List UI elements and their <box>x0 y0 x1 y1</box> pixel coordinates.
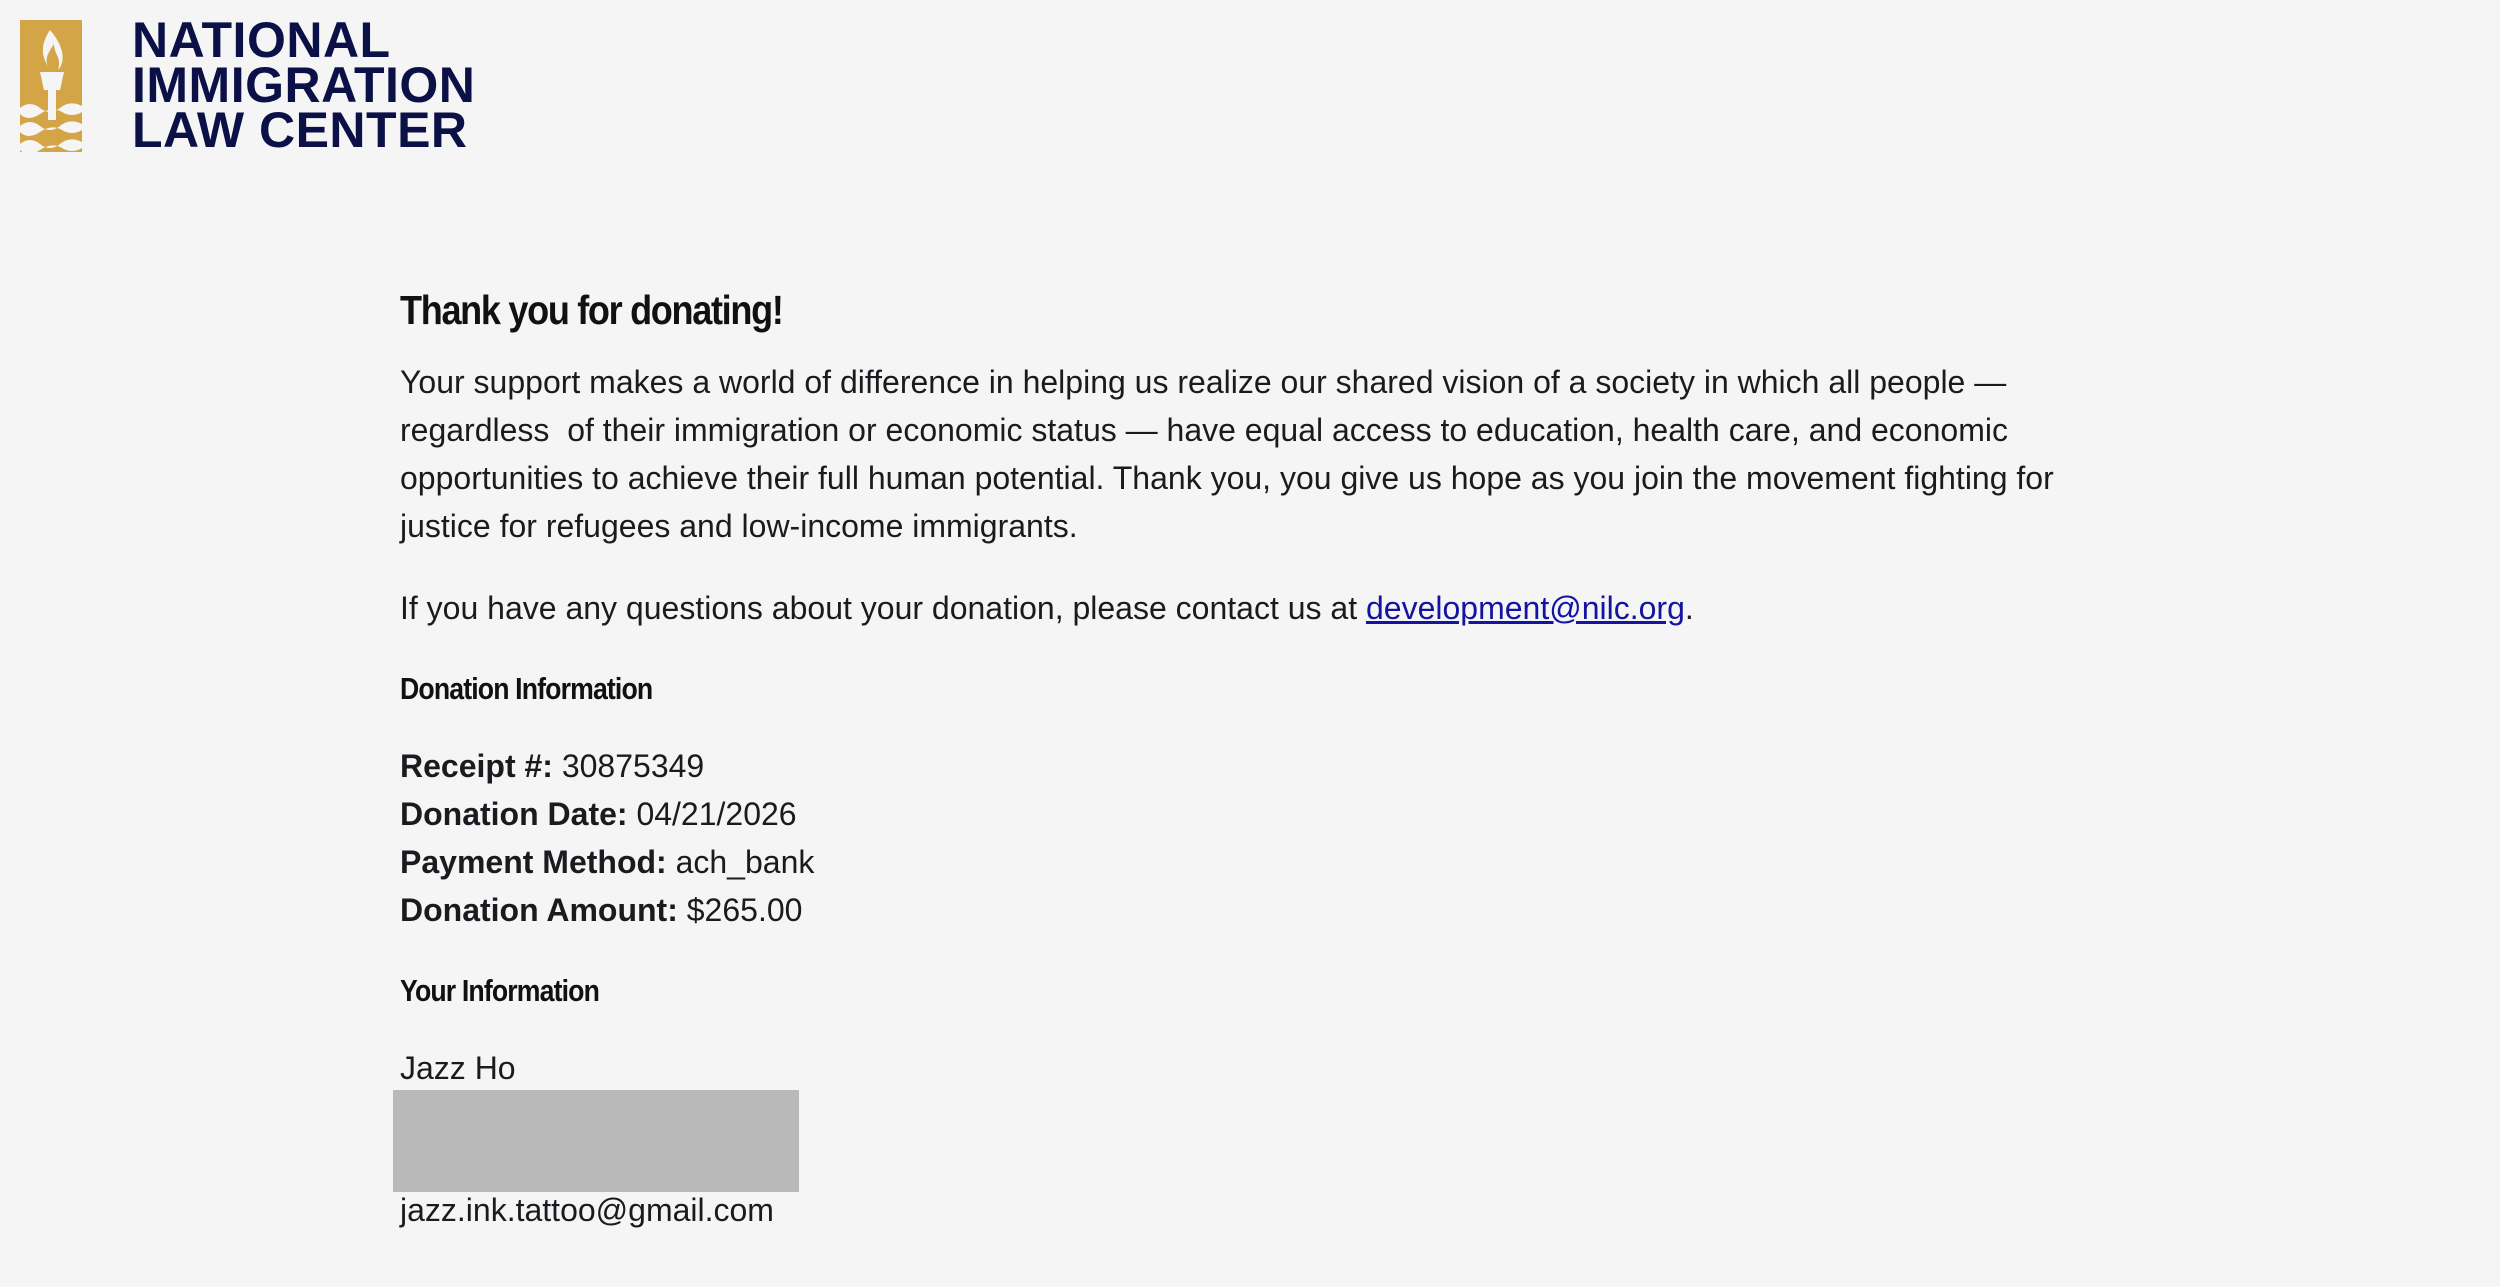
receipt-row <box>400 742 2120 790</box>
donor-email: jazz.ink.tattoo@gmail.com <box>400 1192 774 1228</box>
logo-wordmark <box>132 12 476 158</box>
donation-amount-label: Donation Amount: <box>400 892 678 928</box>
donation-details <box>400 742 2120 934</box>
your-info-heading: Your Information <box>400 973 600 1008</box>
receipt-value: 30875349 <box>561 748 705 784</box>
contact-email-link[interactable]: development@nilc.org <box>1365 590 1685 626</box>
intro-line: opportunities to achieve their full human potential. Thank you, you give us hope as you join the movement fighting for <box>400 460 2054 496</box>
donation-date-row <box>400 790 2120 838</box>
intro-line: Your support makes a world of difference in helping us realize our shared vision of a society in which all people — <box>400 364 2007 400</box>
donation-date-label: Donation Date: <box>400 796 628 832</box>
payment-method-value: ach_bank <box>675 844 815 880</box>
page-title: Thank you for donating! <box>400 287 783 333</box>
payment-method-row <box>400 838 2120 886</box>
contact-suffix: . <box>1684 590 1694 626</box>
donation-info-heading: Donation Information <box>400 671 653 706</box>
contact-text: If you have any questions about your donation, please contact us at <box>400 590 1366 626</box>
receipt-content <box>400 280 2120 1234</box>
payment-method-label: Payment Method: <box>400 844 667 880</box>
donation-amount-row <box>400 886 2120 934</box>
donor-name: Jazz Ho <box>400 1050 516 1086</box>
redacted-block <box>393 1090 799 1192</box>
intro-line: justice for refugees and low-income immigrants. <box>400 508 1078 544</box>
intro-paragraph <box>400 358 2120 550</box>
donor-details <box>400 1044 2120 1234</box>
intro-line: regardless of their immigration or economic status — have equal access to education, health care, and economic <box>400 412 2008 448</box>
donation-date-value: 04/21/2026 <box>636 796 797 832</box>
nilc-logo <box>20 12 476 158</box>
receipt-label: Receipt #: <box>400 748 553 784</box>
logo-line-1: NATIONAL <box>132 12 391 68</box>
donation-amount-value: $265.00 <box>686 892 803 928</box>
logo-line-3: LAW CENTER <box>132 102 468 158</box>
torch-logo-icon <box>20 20 82 152</box>
contact-paragraph <box>400 584 2120 632</box>
logo-line-2: IMMIGRATION <box>132 57 476 113</box>
